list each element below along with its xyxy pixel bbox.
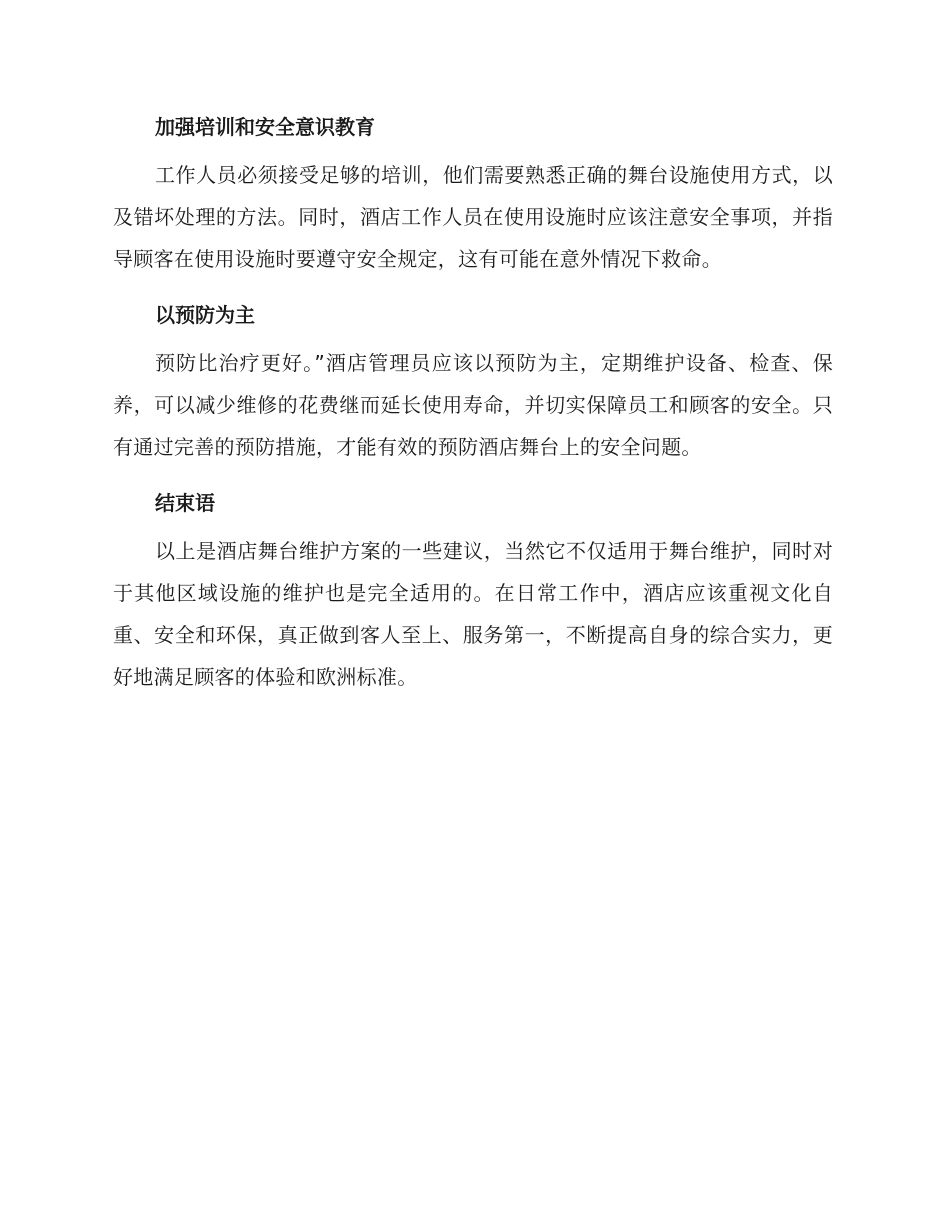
section-paragraph: 预防比治疗更好。”酒店管理员应该以预防为主，定期维护设备、检查、保养，可以减少维修的花费继而延长使用寿命，并切实保障员工和顾客的安全。只有通过完善的预防措施，才能有效的预防酒店舞台上的安全问题。 — [113, 351, 833, 459]
section-conclusion — [113, 488, 833, 698]
section-paragraph: 以上是酒店舞台维护方案的一些建议，当然它不仅适用于舞台维护，同时对于其他区域设施的维护也是完全适用的。在日常工作中，酒店应该重视文化自重、安全和环保，真正做到客人至上、服务第一，不断提高自身的综合实力，更好地满足顾客的体验和欧洲标准。 — [113, 539, 833, 689]
section-heading: 以预防为主 — [155, 303, 255, 327]
section-training — [113, 112, 833, 280]
section-prevention — [113, 300, 833, 468]
section-heading: 结束语 — [155, 491, 215, 515]
section-heading: 加强培训和安全意识教育 — [155, 115, 375, 139]
document-page — [113, 112, 833, 698]
section-paragraph: 工作人员必须接受足够的培训，他们需要熟悉正确的舞台设施使用方式，以及错坏处理的方法。同时，酒店工作人员在使用设施时应该注意安全事项，并指导顾客在使用设施时要遵守安全规定，这有可能在意外情况下救命。 — [113, 163, 833, 271]
